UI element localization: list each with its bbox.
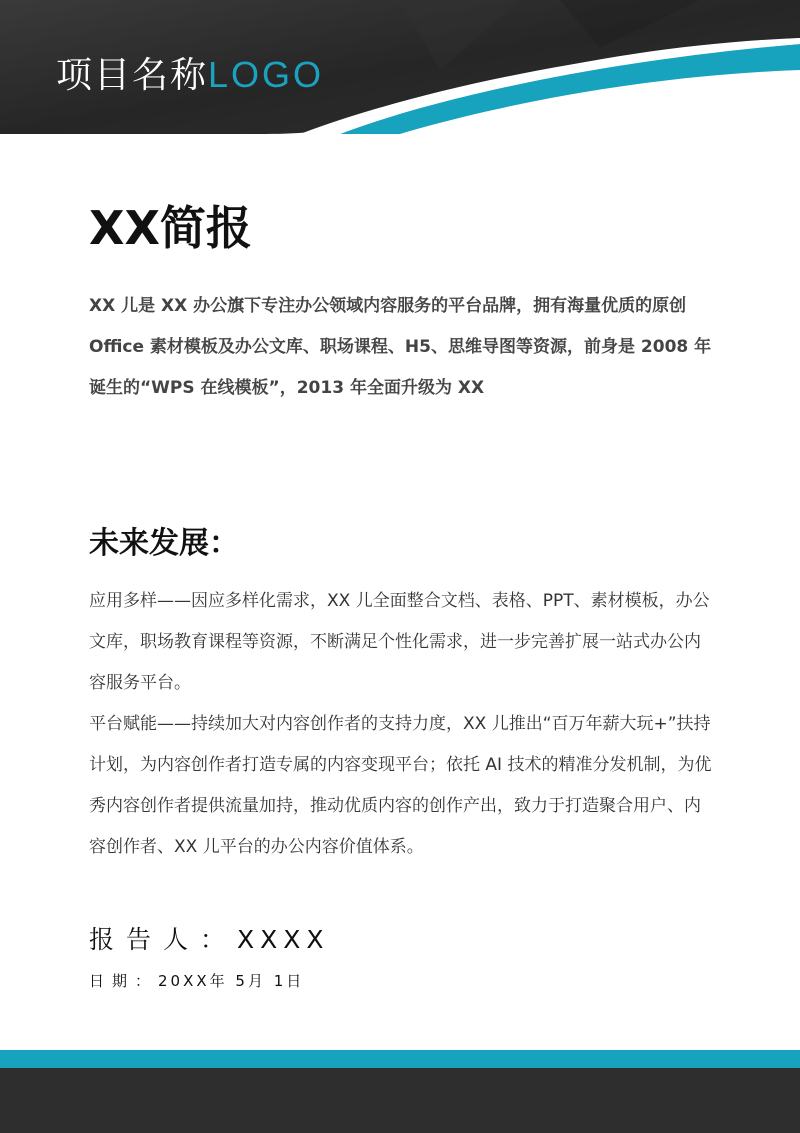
logo-text: LOGO xyxy=(208,54,325,95)
footer-accent-bar xyxy=(0,1050,800,1068)
future-paragraph-1: 应用多样——因应多样化需求，XX 儿全面整合文档、表格、PPT、素材模板，办公文库，职场教育课程等资源，不断满足个性化需求，进一步完善扩展一站式办公内容服务平台。 xyxy=(89,591,710,693)
reporter-label: 报告人： xyxy=(89,925,238,954)
future-body xyxy=(89,581,717,868)
header-banner xyxy=(0,0,800,140)
future-paragraph-2: 平台赋能——持续加大对内容创作者的支持力度，XX 儿推出“百万年薪大玩+”扶持计划，为内容创作者打造专属的内容变现平台；依托 AI 技术的精准分发机制，为优秀内容创作者提供流量加持，推动优质内容的创作产出，致力于打造聚合用户、内容创作者、XX 儿平台的办公内容价值体系。 xyxy=(89,714,712,857)
project-name: 项目名称 xyxy=(56,55,209,96)
date-value: 20XX年 5月 1日 xyxy=(158,972,305,990)
report-title: XX简报 xyxy=(89,201,252,255)
date-label: 日期： xyxy=(89,972,159,990)
date-line xyxy=(89,966,304,996)
footer-dark-bar xyxy=(0,1068,800,1133)
reporter-value: XXXX xyxy=(237,925,330,954)
intro-paragraph: XX 儿是 XX 办公旗下专注办公领域内容服务的平台品牌，拥有海量优质的原创 Office 素材模板及办公文库、职场课程、H5、思维导图等资源，前身是 2008 年诞生的“WPS 在线模板”，2013 年全面升级为 XX xyxy=(89,296,712,398)
reporter-line xyxy=(89,920,330,960)
future-heading: 未来发展： xyxy=(89,526,239,561)
project-logo xyxy=(56,52,324,99)
